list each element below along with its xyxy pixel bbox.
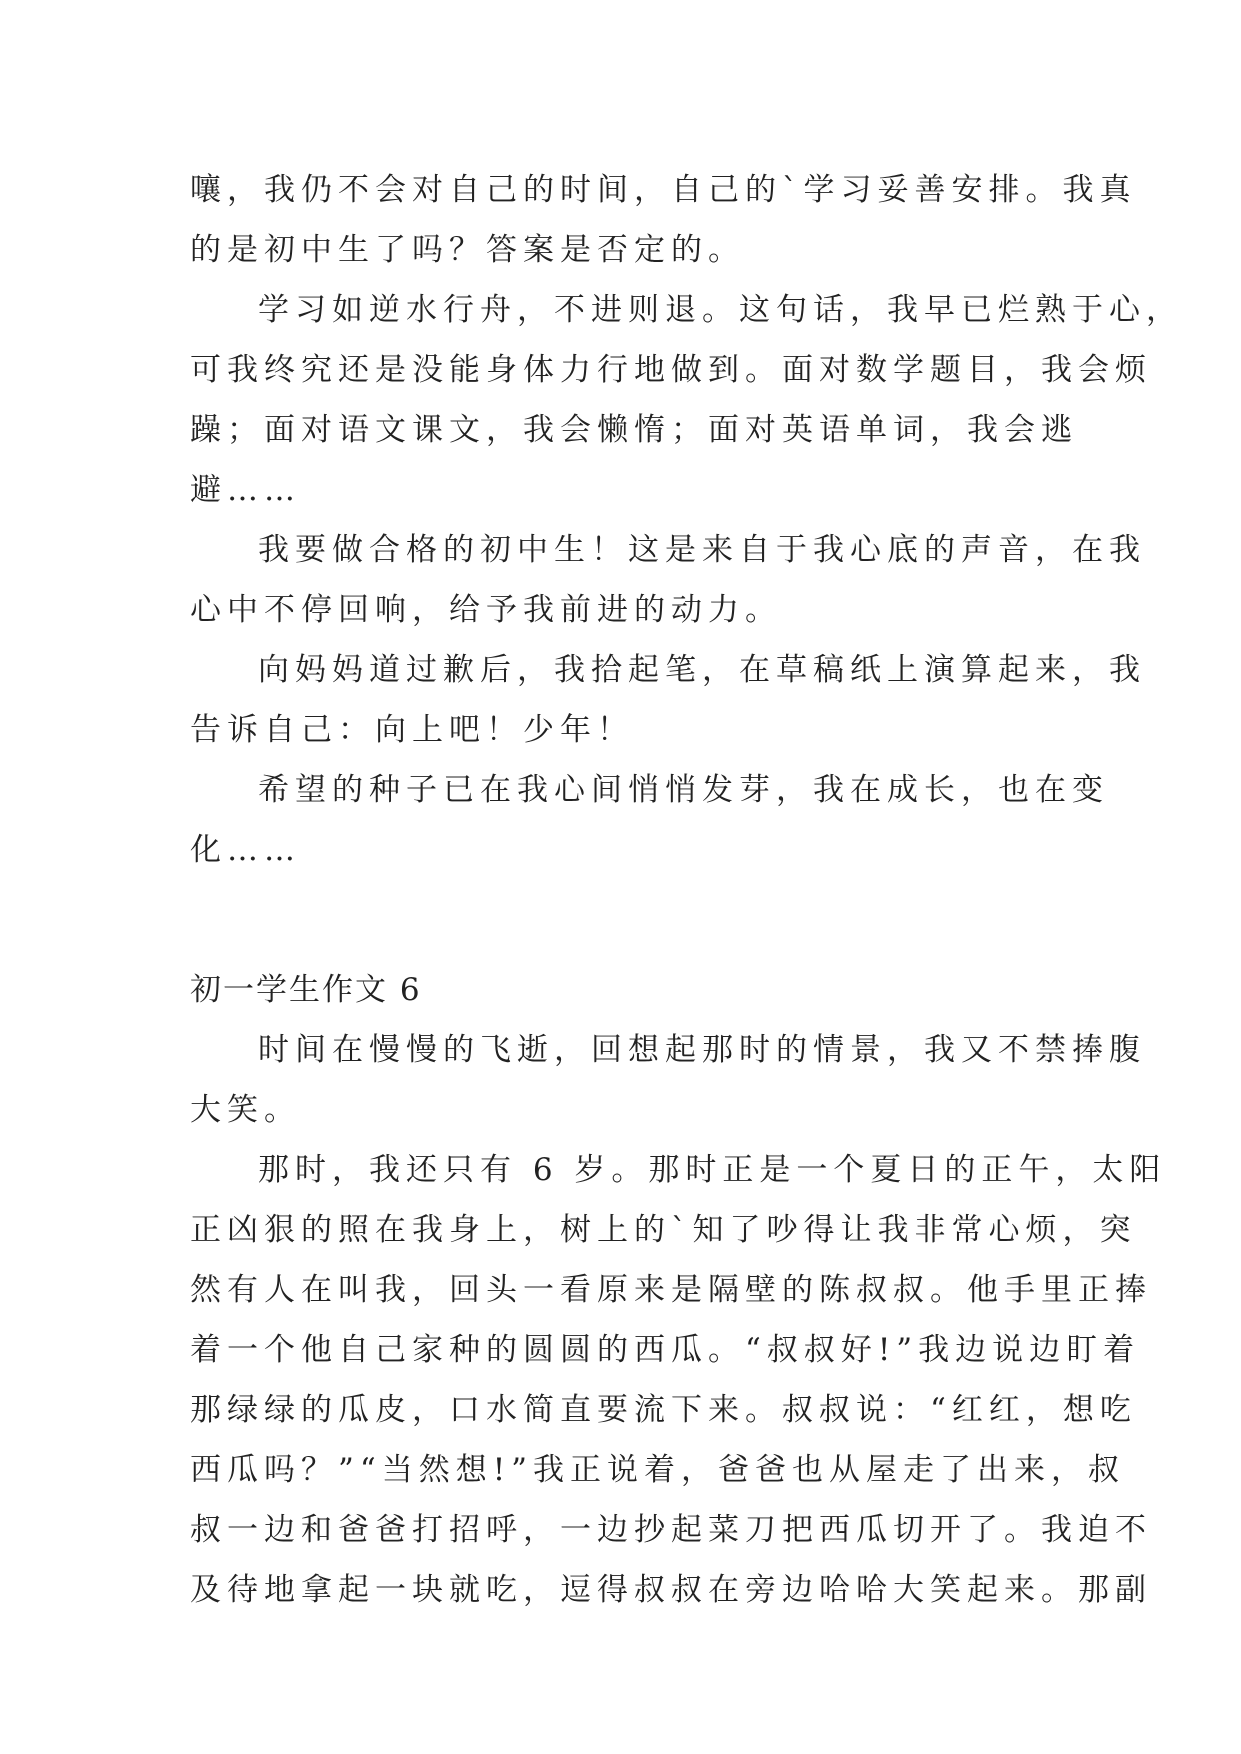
text-line: 向妈妈道过歉后，我拾起笔，在草稿纸上演算起来，我 [258,652,1146,688]
text-line: 大笑。 [190,1092,301,1128]
text-line: 化…… [190,832,301,868]
document-page [190,160,1183,1620]
text-line: 及待地拿起一块就吃，逗得叔叔在旁边哈哈大笑起来。那副 [190,1572,1152,1608]
text-line: 时间在慢慢的飞逝，回想起那时的情景，我又不禁捧腹 [258,1032,1146,1068]
text-line: 然有人在叫我，回头一看原来是隔壁的陈叔叔。他手里正捧 [190,1272,1152,1308]
text-line: 的是初中生了吗？答案是否定的。 [190,232,745,268]
text-line: 学习如逆水行舟，不进则退。这句话，我早已烂熟于心， [258,292,1183,328]
text-line: 西瓜吗？”“当然想!”我正说着，爸爸也从屋走了出来，叔 [190,1452,1125,1488]
text-line: 那时，我还只有 6 岁。那时正是一个夏日的正午，太阳 [258,1152,1167,1188]
text-line: 正凶狠的照在我身上，树上的`知了吵得让我非常心烦，突 [190,1212,1137,1248]
text-line: 着一个他自己家种的圆圆的西瓜。“叔叔好!”我边说边盯着 [190,1332,1141,1368]
section-gap [190,880,1050,960]
essay-body-after [190,1020,1167,1620]
text-line: 躁；面对语文课文，我会懒惰；面对英语单词，我会逃 [190,412,1078,448]
text-line: 叔一边和爸爸打招呼，一边抄起菜刀把西瓜切开了。我迫不 [190,1512,1152,1548]
essay-title: 初一学生作文 6 [190,972,422,1008]
text-line: 告诉自己：向上吧！少年！ [190,712,634,748]
text-line: 嚷，我仍不会对自己的时间，自己的`学习妥善安排。我真 [190,172,1137,208]
text-line: 可我终究还是没能身体力行地做到。面对数学题目，我会烦 [190,352,1152,388]
text-line: 那绿绿的瓜皮，口水简直要流下来。叔叔说：“红红，想吃 [190,1392,1137,1428]
essay-body-before [190,160,1183,880]
text-line: 希望的种子已在我心间悄悄发芽，我在成长，也在变 [258,772,1109,808]
text-line: 心中不停回响，给予我前进的动力。 [190,592,782,628]
text-line: 我要做合格的初中生！这是来自于我心底的声音，在我 [258,532,1146,568]
text-line: 避…… [190,472,301,508]
